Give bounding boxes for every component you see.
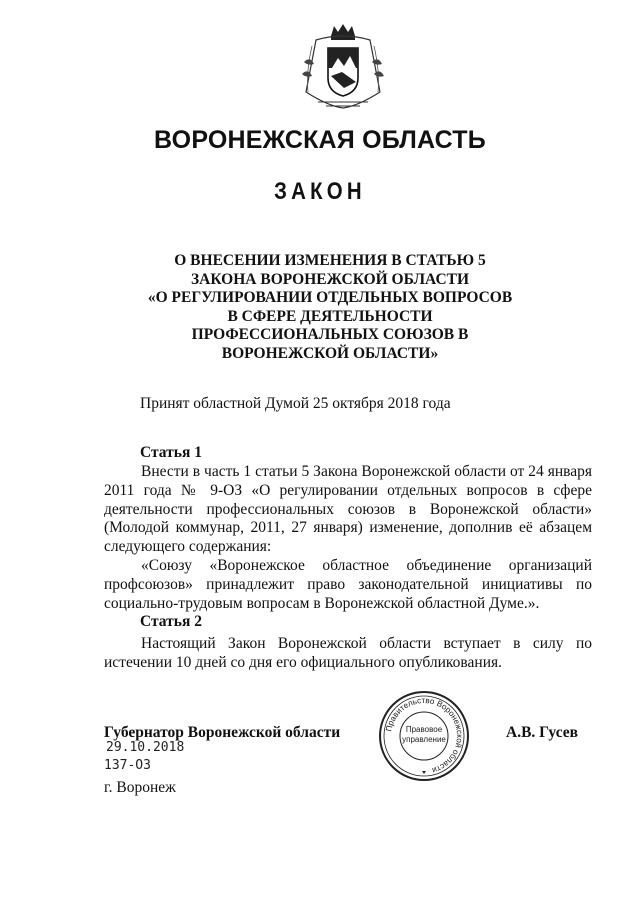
signing-date: 29.10.2018 [106, 740, 185, 755]
official-stamp [378, 690, 470, 782]
signing-city: г. Воронеж [104, 779, 176, 796]
coat-of-arms-emblem [298, 22, 388, 114]
title-line: «О РЕГУЛИРОВАНИИ ОТДЕЛЬНЫХ ВОПРОСОВ [147, 289, 513, 306]
title-line: ПРОФЕССИОНАЛЬНЫХ СОЮЗОВ В [191, 326, 469, 343]
governor-title: Губернатор Воронежской области [104, 724, 341, 741]
title-line: ВОРОНЕЖСКОЙ ОБЛАСТИ» [221, 344, 439, 362]
title-line: О ВНЕСЕНИИ ИЗМЕНЕНИЯ В СТАТЬЮ 5 [174, 252, 486, 269]
title-line: В СФЕРЕ ДЕЯТЕЛЬНОСТИ [227, 307, 433, 325]
article-1-paragraph-2: «Союзу «Воронежское областное объединение организаций профсоюзов» принадлежит право законодательной инициативы по социально-трудовым вопросам в Воронежской областной Думе.». [104, 557, 592, 612]
title-line: ЗАКОНА ВОРОНЕЖСКОЙ ОБЛАСТИ [190, 270, 470, 288]
governor-name: А.В. Гусев [506, 724, 579, 741]
adoption-note: Принят областной Думой 25 октября 2018 года [140, 395, 451, 412]
law-number: 137-ОЗ [104, 758, 151, 773]
article-1-paragraph-1: Внести в часть 1 статьи 5 Закона Воронежской области от 24 января 2011 года № 9-ОЗ «О регулировании отдельных вопросов в сфере деятельности профессиональных союзов в Воронежской области» (Молодой коммунар, 2011, 27 января) изменение, дополнив её абзацем следующего содержания: [104, 463, 592, 556]
law-title [100, 252, 560, 363]
article-1-heading: Статья 1 [140, 444, 202, 461]
region-name: ВОРОНЕЖСКАЯ ОБЛАСТЬ [154, 126, 486, 154]
article-2-heading: Статья 2 [140, 613, 202, 630]
stamp-ring-text: Правительство Воронежской области [384, 695, 465, 775]
article-2-paragraph-1: Настоящий Закон Воронежской области вступает в силу по истечении 10 дней со дня его официального опубликования. [104, 635, 592, 671]
stamp-center-line: Правовое [405, 725, 443, 734]
stamp-center-line: управление [402, 735, 446, 744]
document-type: ЗАКОН [274, 178, 366, 205]
